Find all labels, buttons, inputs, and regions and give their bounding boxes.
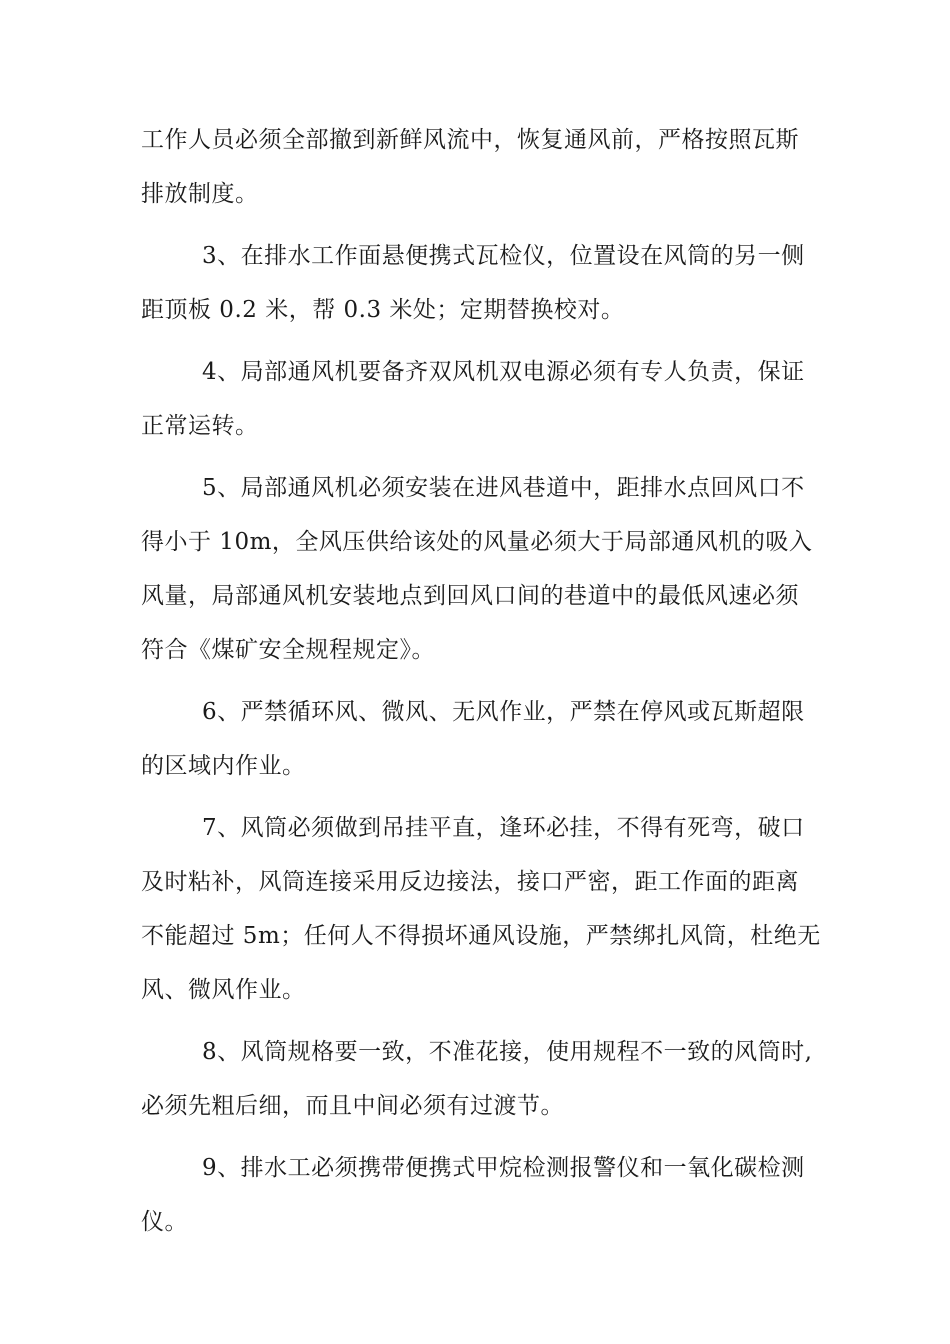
paragraph-line: 必须先粗后细，而且中间必须有过渡节。 (141, 1093, 564, 1119)
paragraph-line: 符合《煤矿安全规程规定》。 (141, 637, 435, 663)
paragraph-line: 不能超过 5m；任何人不得损坏通风设施，严禁绑扎风筒，杜绝无 (141, 923, 821, 949)
paragraph-line: 排放制度。 (141, 181, 259, 207)
paragraph-line: 3、在排水工作面悬便携式瓦检仪，位置设在风筒的另一侧 (202, 243, 805, 269)
paragraph-line: 5、局部通风机必须安装在进风巷道中，距排水点回风口不 (202, 475, 805, 501)
paragraph-line: 工作人员必须全部撤到新鲜风流中，恢复通风前，严格按照瓦斯 (141, 127, 799, 153)
paragraph-line: 正常运转。 (141, 413, 259, 439)
paragraph-line: 6、严禁循环风、微风、无风作业，严禁在停风或瓦斯超限 (202, 699, 805, 725)
paragraph-line: 9、排水工必须携带便携式甲烷检测报警仪和一氧化碳检测 (202, 1155, 805, 1181)
paragraph-line: 风、微风作业。 (141, 977, 306, 1003)
paragraph-line: 距顶板 0.2 米，帮 0.3 米处；定期替换校对。 (141, 297, 625, 323)
paragraph-line: 的区域内作业。 (141, 753, 306, 779)
paragraph-line: 得小于 10m，全风压供给该处的风量必须大于局部通风机的吸入 (141, 529, 813, 555)
paragraph-line: 8、风筒规格要一致，不准花接，使用规程不一致的风筒时, (202, 1039, 813, 1065)
paragraph-line: 7、风筒必须做到吊挂平直，逢环必挂，不得有死弯，破口 (202, 815, 805, 841)
paragraph-line: 仪。 (141, 1209, 188, 1235)
paragraph-line: 风量，局部通风机安装地点到回风口间的巷道中的最低风速必须 (141, 583, 799, 609)
paragraph-line: 4、局部通风机要备齐双风机双电源必须有专人负责，保证 (202, 359, 805, 385)
paragraph-line: 及时粘补，风筒连接采用反边接法，接口严密，距工作面的距离 (141, 869, 799, 895)
